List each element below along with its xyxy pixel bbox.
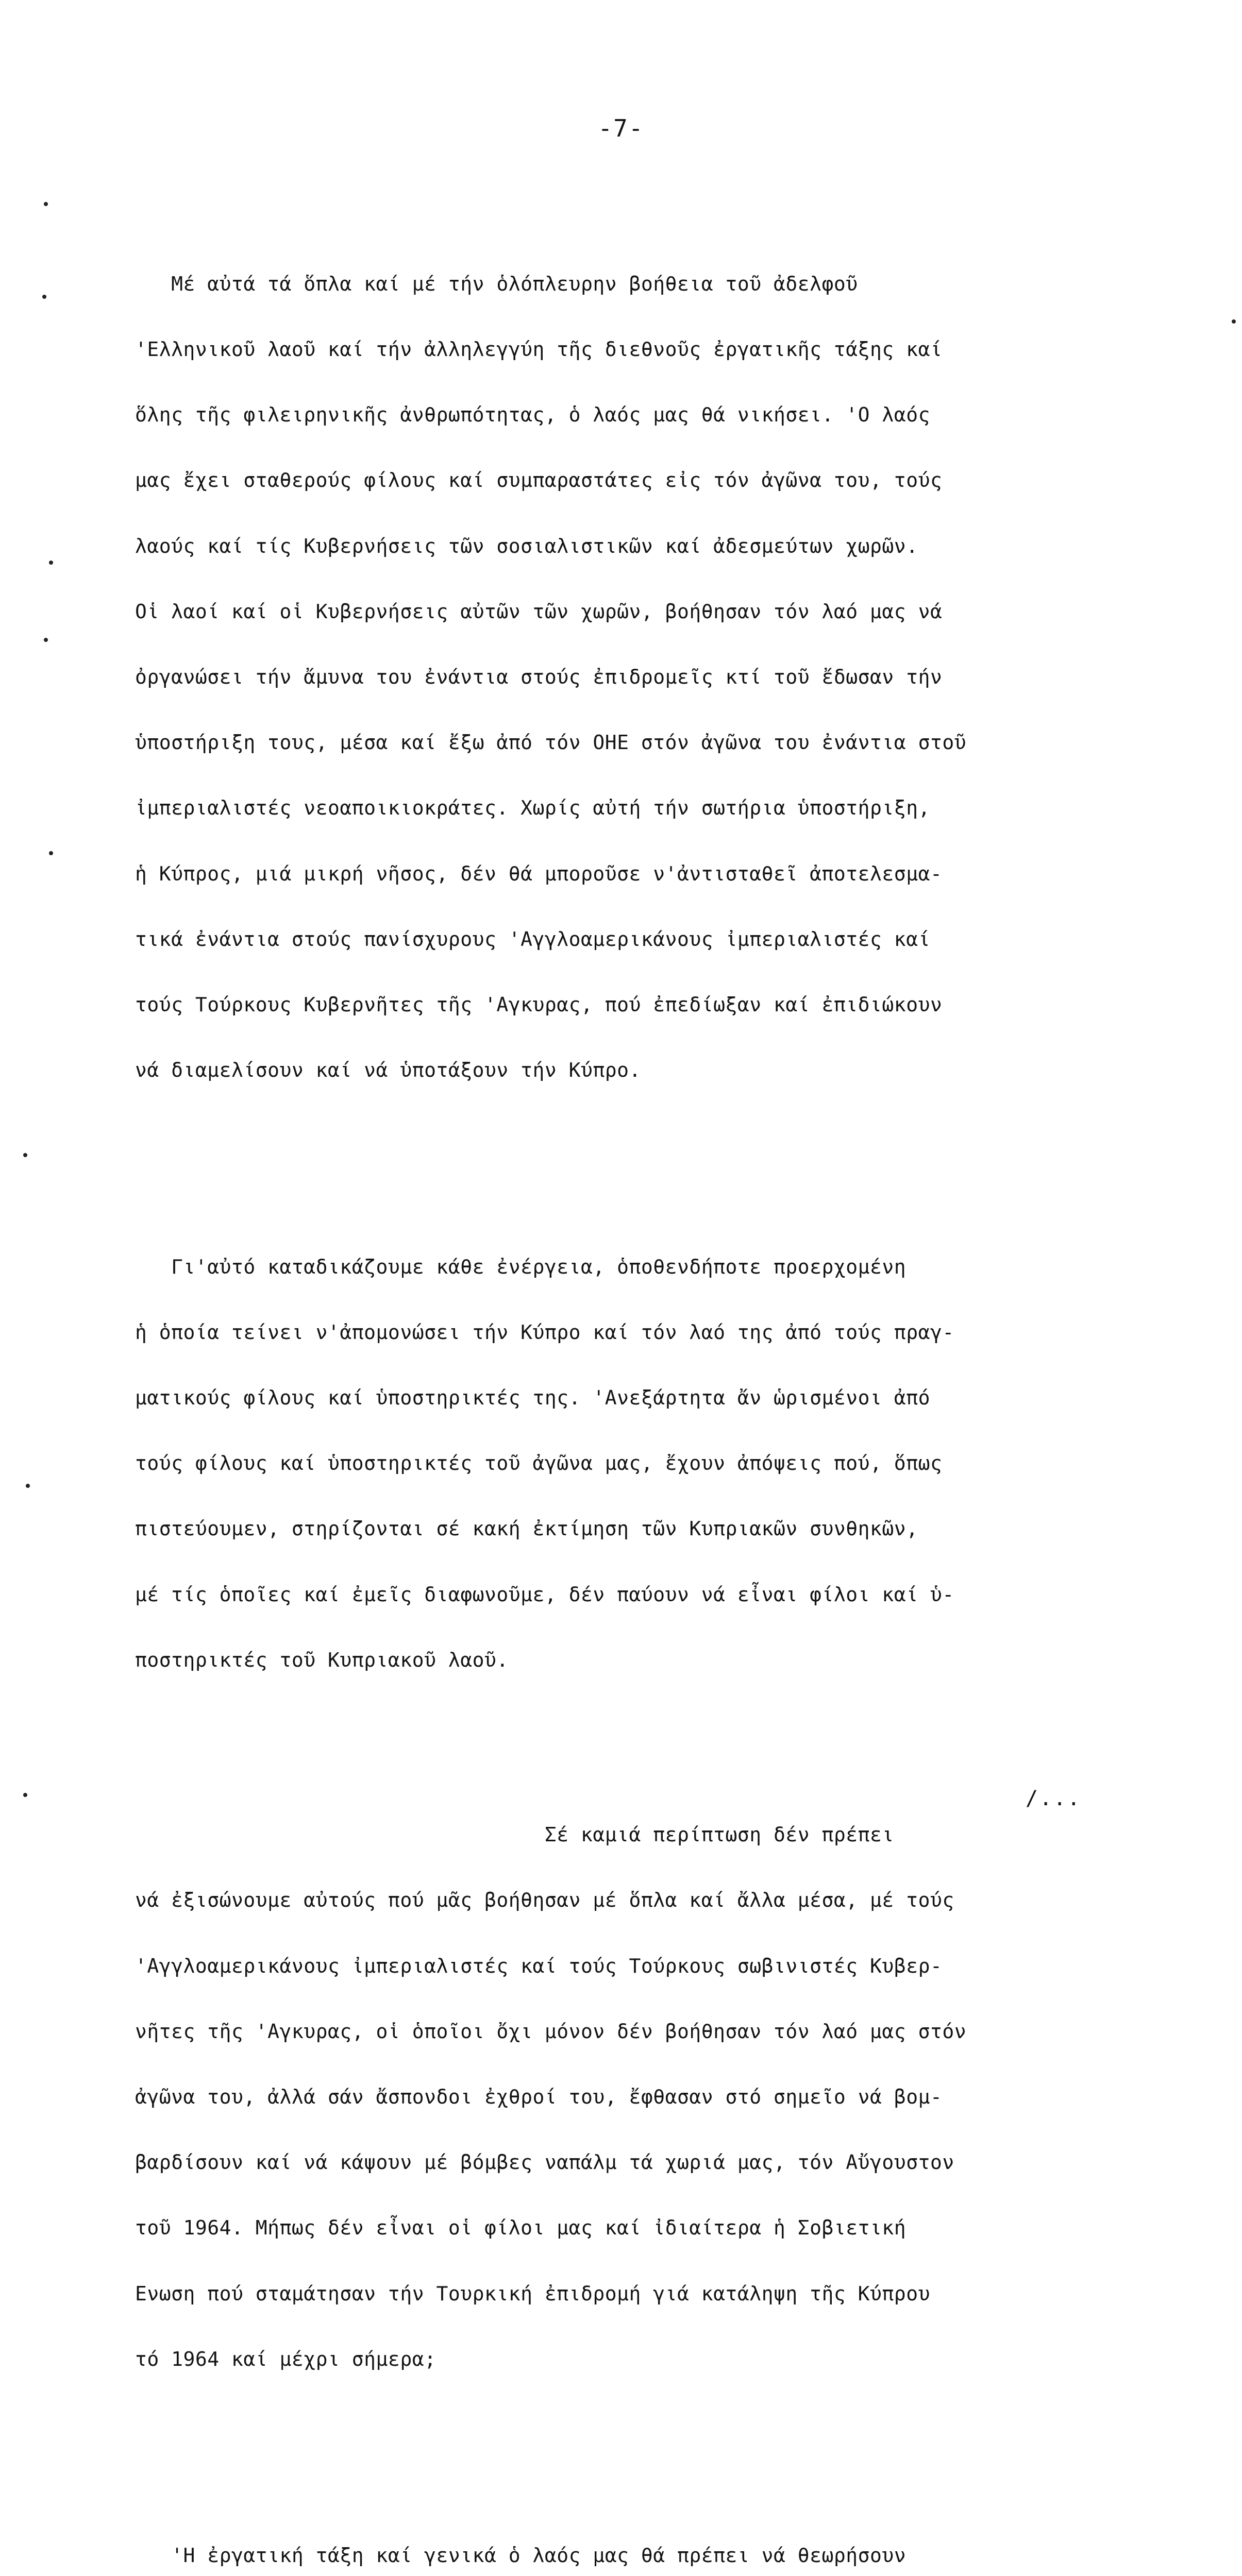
margin-mark: [42, 295, 46, 299]
text-line: τοῦ 1964. Μήπως δέν εἶναι οἱ φίλοι μας καί ἰδιαίτερα ἡ Σοβιετική: [135, 2216, 907, 2240]
margin-mark: [44, 202, 48, 206]
text-line: νά διαμελίσουν καί νά ὑποτάξουν τήν Κύπρο.: [135, 1059, 641, 1082]
text-line: τούς φίλους καί ὑποστηρικτές τοῦ ἀγῶνα μας, ἔχουν ἀπόψεις πού, ὅπως: [135, 1452, 943, 1475]
text-line: 'Η ἐργατική τάξη καί γενικά ὁ λαός μας θά πρέπει νά θεωρήσουν: [135, 2544, 907, 2567]
text-line: πιστεύουμεν, στηρίζονται σέ κακή ἐκτίμηση τῶν Κυπριακῶν συνθηκῶν,: [135, 1517, 918, 1540]
text-line: μας ἔχει σταθερούς φίλους καί συμπαραστάτες εἰς τόν ἀγῶνα του, τούς: [135, 469, 943, 492]
paragraph: [135, 229, 1217, 1125]
text-line: τούς Τούρκους Κυβερνῆτες τῆς 'Αγκυρας, πού ἐπεδίωξαν καί ἐπιδιώκουν: [135, 993, 943, 1016]
text-line: Μέ αὐτά τά ὅπλα καί μέ τήν ὁλόπλευρην βοήθεια τοῦ ἀδελφοῦ: [135, 272, 858, 295]
margin-mark: [23, 1793, 27, 1797]
document-body: [135, 185, 1217, 2576]
margin-mark: [44, 638, 48, 642]
text-line: λαούς καί τίς Κυβερνήσεις τῶν σοσιαλιστικῶν καί ἀδεσμεύτων χωρῶν.: [135, 534, 918, 557]
text-line: ὅλης τῆς φιλειρηνικῆς ἀνθρωπότητας, ὁ λαός μας θά νικήσει. 'Ο λαός: [135, 403, 930, 427]
text-line: νά ἐξισώνουμε αὐτούς πού μᾶς βοήθησαν μέ ὅπλα καί ἄλλα μέσα, μέ τούς: [135, 1889, 954, 1912]
text-line: Γι'αὐτό καταδικάζουμε κάθε ἐνέργεια, ὁποθενδήποτε προερχομένη: [135, 1255, 907, 1278]
text-line: τό 1964 καί μέχρι σήμερα;: [135, 2347, 437, 2370]
text-line: Ενωση πού σταμάτησαν τήν Τουρκική ἐπιδρομή γιά κατάληψη τῆς Κύπρου: [135, 2282, 930, 2305]
text-line: ὑποστήριξη τους, μέσα καί ἔξω ἀπό τόν ΟΗΕ στόν ἀγῶνα του ἐνάντια στοῦ: [135, 731, 967, 754]
text-line: ἀγῶνα του, ἀλλά σάν ἄσπονδοι ἐχθροί του, ἔφθασαν στό σημεῖο νά βομ-: [135, 2085, 943, 2108]
text-line: Σέ καμιά περίπτωση δέν πρέπει: [135, 1823, 894, 1846]
continuation-mark: /...: [1026, 1787, 1082, 1810]
text-line: 'Αγγλοαμερικάνους ἰμπεριαλιστές καί τούς Τούρκους σωβινιστές Κυβερ-: [135, 1954, 943, 1977]
text-line: ματικούς φίλους καί ὑποστηρικτές της. 'Ανεξάρτητα ἄν ὡρισμένοι ἀπό: [135, 1386, 930, 1409]
text-line: μέ τίς ὁποῖες καί ἐμεῖς διαφωνοῦμε, δέν παύουν νά εἶναι φίλοι καί ὑ-: [135, 1583, 954, 1606]
paragraph: [135, 1212, 1217, 1715]
text-line: Οἱ λαοί καί οἱ Κυβερνήσεις αὐτῶν τῶν χωρῶν, βοήθησαν τόν λαό μας νά: [135, 600, 943, 623]
text-line: 'Ελληνικοῦ λαοῦ καί τήν ἀλληλεγγύη τῆς διεθνοῦς ἐργατικῆς τάξης καί: [135, 337, 943, 361]
margin-mark: [49, 851, 53, 855]
text-line: τικά ἐνάντια στούς πανίσχυρους 'Αγγλοαμερικάνους ἰμπεριαλιστές καί: [135, 927, 930, 951]
text-line: ἡ Κύπρος, μιά μικρή νῆσος, δέν θά μποροῦσε ν'ἀντισταθεῖ ἀποτελεσμα-: [135, 862, 943, 885]
text-line: ἰμπεριαλιστές νεοαποικιοκράτες. Χωρίς αὐτή τήν σωτήρια ὑποστήριξη,: [135, 796, 930, 820]
text-line: ὀργανώσει τήν ἄμυνα του ἐνάντια στούς ἐπιδρομεῖς κτί τοῦ ἔδωσαν τήν: [135, 665, 943, 688]
margin-mark: [49, 561, 53, 565]
paragraph: [135, 2501, 1217, 2576]
margin-mark: [26, 1484, 30, 1488]
margin-mark: [1232, 319, 1236, 324]
paragraph: [135, 1780, 1217, 2414]
text-line: ἡ ὁποία τείνει ν'ἀπομονώσει τήν Κύπρο καί τόν λαό της ἀπό τούς πραγ-: [135, 1320, 954, 1344]
page-number: -7-: [598, 114, 644, 142]
text-line: νῆτες τῆς 'Αγκυρας, οἱ ὁποῖοι ὄχι μόνον δέν βοήθησαν τόν λαό μας στόν: [135, 2020, 967, 2043]
text-line: ποστηρικτές τοῦ Κυπριακοῦ λαοῦ.: [135, 1648, 509, 1671]
text-line: βαρδίσουν καί νά κάψουν μέ βόμβες ναπάλμ τά χωριά μας, τόν Αὔγουστον: [135, 2151, 954, 2174]
margin-mark: [23, 1153, 27, 1157]
